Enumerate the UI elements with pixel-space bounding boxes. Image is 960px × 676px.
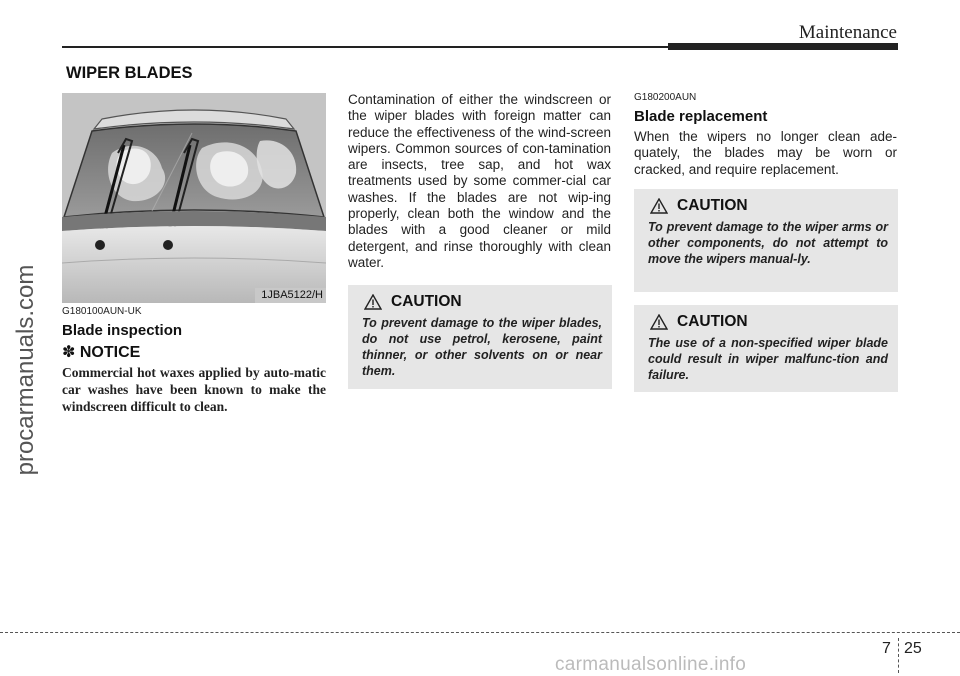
caution-box-non-specified-blade <box>634 305 898 392</box>
caution-title: CAUTION <box>391 293 462 310</box>
notice-label: NOTICE <box>79 344 141 361</box>
warning-triangle-icon <box>364 294 382 310</box>
page-title: WIPER BLADES <box>66 64 193 82</box>
chapter-number: 7 <box>882 640 891 657</box>
footer-watermark: carmanualsonline.info <box>555 654 747 675</box>
caution-text: To prevent damage to the wiper blades, do not use petrol, kerosene, paint thinner, or other solvents on or near them. <box>362 316 602 378</box>
caution-box-manual-move <box>634 189 898 292</box>
figure-label: 1JBA5122/H <box>255 288 326 303</box>
caution-header <box>650 313 888 331</box>
replacement-paragraph: When the wipers no longer clean ade-quately, the blades may be worn or cracked, and require replacement. <box>634 129 897 177</box>
side-watermark <box>8 240 44 500</box>
notice-text: Commercial hot waxes applied by auto-matic car washes have been known to make the windscreen difficult to clean. <box>62 365 326 414</box>
inspection-heading: Blade inspection <box>62 322 183 339</box>
section-header: Maintenance <box>798 22 897 43</box>
header-accent-bar <box>668 43 898 50</box>
notice-star-icon: ✽ <box>62 344 76 361</box>
contamination-paragraph: Contamination of either the windscreen or the wiper blades with foreign matter can reduce the effectiveness of the wind-screen wipers. Common sources of con-tamination are insects, tree sap, and hot wax treatments used by some commer-cial car washes. If the blades are not wip-ing properly, clean both the window and the blades with a good cleaner or mild detergent, and rinse thoroughly with clean water. <box>348 92 611 270</box>
windscreen-illustration <box>62 93 326 303</box>
caution-text: The use of a non-specified wiper blade could result in wiper malfunc-tion and failure. <box>648 336 888 382</box>
page-number-divider <box>898 638 899 673</box>
caution-header <box>364 293 602 311</box>
caution-header <box>650 197 888 215</box>
warning-triangle-icon <box>650 198 668 214</box>
footer-rule <box>0 632 960 633</box>
replacement-code: G180200AUN <box>634 92 697 103</box>
caution-text: To prevent damage to the wiper arms or other components, do not attempt to move the wipers manual-ly. <box>648 220 888 266</box>
side-watermark-text: procarmanuals.com <box>12 264 39 476</box>
inspection-code: G180100AUN-UK <box>62 306 142 317</box>
page-number: 25 <box>904 640 922 657</box>
caution-title: CAUTION <box>677 313 748 330</box>
windscreen-wiper-figure <box>62 93 326 303</box>
replacement-heading: Blade replacement <box>634 108 768 125</box>
caution-title: CAUTION <box>677 197 748 214</box>
notice-heading <box>62 342 140 362</box>
warning-triangle-icon <box>650 314 668 330</box>
caution-box-solvents <box>348 285 612 389</box>
